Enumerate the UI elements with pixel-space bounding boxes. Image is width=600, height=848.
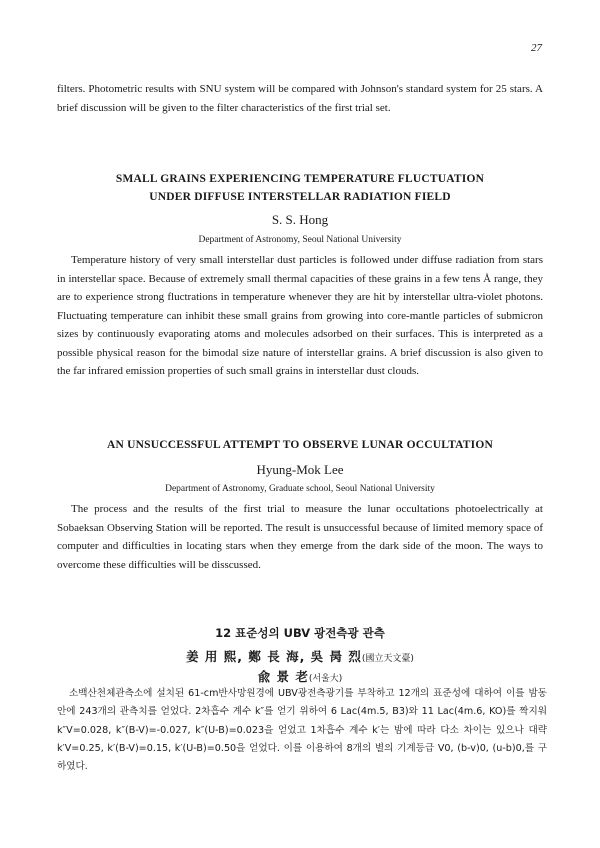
author-affiliation: Department of Astronomy, Seoul National University <box>198 235 402 245</box>
author-affiliation: Department of Astronomy, Graduate school, Seoul National University <box>165 484 435 494</box>
abstract-title-line1: SMALL GRAINS EXPERIENCING TEMPERATURE FLUCTUATION <box>115 173 485 185</box>
authors-main: 姜 用 熙, 鄭 長 海, 吳 昺 烈 <box>186 649 362 664</box>
abstract-title-line2: UNDER DIFFUSE INTERSTELLAR RADIATION FIELD <box>149 191 451 203</box>
author-name: Hyung-Mok Lee <box>256 462 344 477</box>
page-number: 27 <box>531 42 542 54</box>
author-list-main <box>0 647 600 665</box>
intro-paragraph: filters. Photometric results with SNU system will be compared with Johnson's standard system for 25 stars. A brief discussion will be given to the filter characteristics of the first trial set. <box>57 83 543 114</box>
author-list-second <box>0 667 600 685</box>
authors-second-affiliation: (서울大) <box>308 674 343 684</box>
abstract-body: The process and the results of the first trial to measure the lunar occultations photoelectrically at Sobaeksan Observing Station will be reported. The result is unsuccessful because of limited memory space of computer and difficulties in locating stars when they emerge from the dark side of the moon. The ways to overcome these difficulties will be disscussed. <box>57 503 543 571</box>
authors-main-affiliation: (國立天文臺) <box>361 654 414 664</box>
abstract-body: Temperature history of very small interstellar dust particles is followed under diffuse radiation from stars in interstellar space. Because of extremely small thermal capacities of these grains in a few tens Å range, they are to experience strong fluctrations in temperature whenever they are hit by interstellar ultra-violet photons. Fluctuating temperature can inhibit these small grains from growing into core-mantle particles of submicron sizes by continuously evaporating atoms and molecules adsorbed on their surfaces. This is interpreted as a possible physical reason for the bimodal size nature of interstellar grains. A brief discussion is also given to the far infrared emission properties of such small grains in interstellar dust clouds. <box>57 254 543 377</box>
abstract-title: AN UNSUCCESSFUL ATTEMPT TO OBSERVE LUNAR OCCULTATION <box>107 439 493 451</box>
author-name: S. S. Hong <box>271 212 329 227</box>
authors-second: 兪 景 老 <box>257 669 309 684</box>
abstract-title: 12 표준성의 UBV 광전측광 관측 <box>215 626 385 640</box>
abstract-body: 소백산천체관측소에 설치된 61-cm반사망원경에 UBV광전측광기를 부착하고 12개의 표준성에 대하여 이를 밤동안에 243개의 관측치를 얻었다. 2차흡수 계수 k″를 얻기 위하여 6 Lac(4m.5, B3)와 11 Lac(4m.6, KO)를 짝지워 k″V=0.028, k″(B-V)=-0.027, k″(U-B)=0.023을 얻었고 1차흡수 계수 k′는 밤에 따라 다소 차이는 있으나 대략 k′V=0.25, k′(B-V)=0.15, k′(U-B)=0.50을 얻었다. 이를 이용하여 8개의 별의 기계등급 V0, (b-v)0, (u-b)0,를 구하였다. <box>57 688 547 773</box>
